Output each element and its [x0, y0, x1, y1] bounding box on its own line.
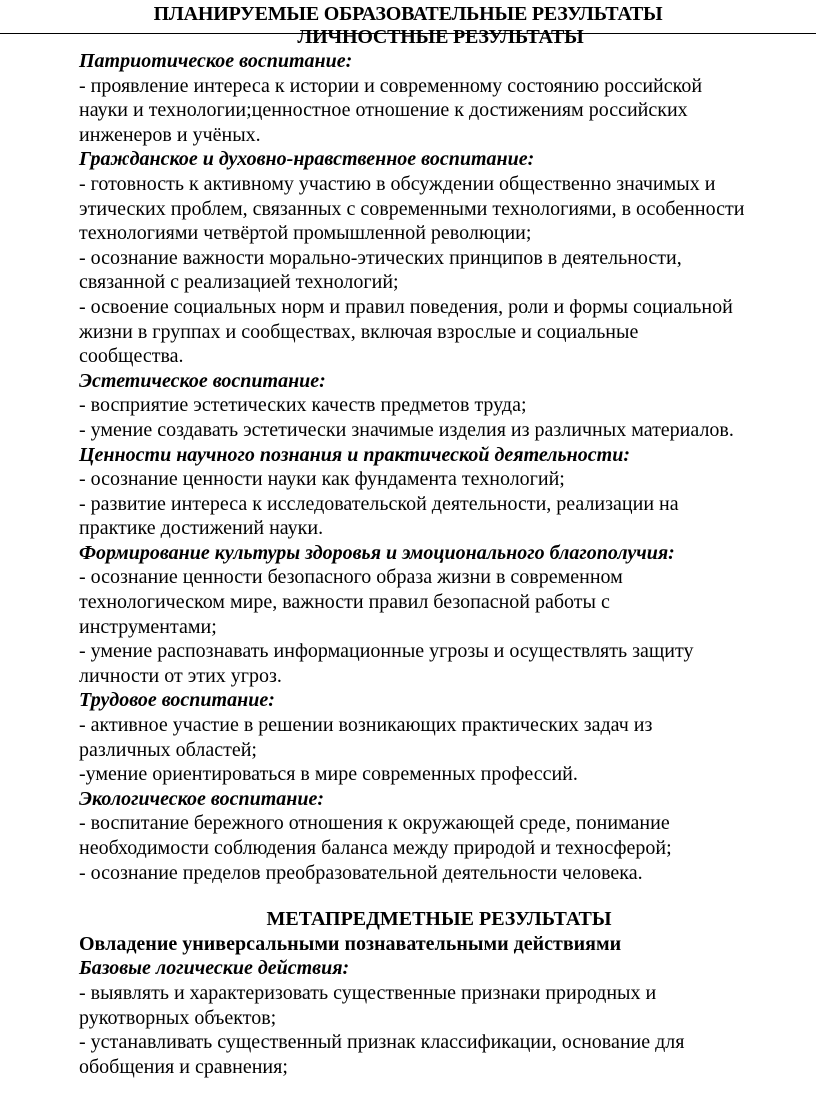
- section-title-personal: ЛИЧНОСТНЫЕ РЕЗУЛЬТАТЫ: [297, 26, 584, 48]
- heading-health: Формирование культуры здоровья и эмоционального благополучия:: [79, 541, 675, 564]
- text-line: - восприятие эстетических качеств предметов труда;: [79, 394, 527, 417]
- text-line: - умение распознавать информационные угрозы и осуществлять защиту: [79, 640, 694, 663]
- text-line: - осознание ценности науки как фундамента технологий;: [79, 468, 565, 491]
- text-line: связанной с реализацией технологий;: [79, 271, 399, 294]
- heading-logic: Базовые логические действия:: [79, 957, 350, 980]
- heading-civic: Гражданское и духовно-нравственное воспитание:: [79, 148, 535, 171]
- text-line: науки и технологии;ценностное отношение к достижениям российских: [79, 99, 688, 122]
- text-line: - осознание ценности безопасного образа жизни в современном: [79, 566, 623, 589]
- heading-science: Ценности научного познания и практической деятельности:: [79, 443, 630, 466]
- text-line: личности от этих угроз.: [79, 664, 282, 687]
- text-line: - осознание пределов преобразовательной деятельности человека.: [79, 861, 643, 884]
- text-line: этических проблем, связанных с современными технологиями, в особенности: [79, 197, 745, 220]
- document-title: ПЛАНИРУЕМЫЕ ОБРАЗОВАТЕЛЬНЫЕ РЕЗУЛЬТАТЫ: [153, 3, 663, 25]
- text-line: рукотворных объектов;: [79, 1006, 277, 1029]
- text-line: различных областей;: [79, 738, 257, 761]
- text-line: - освоение социальных норм и правил поведения, роли и формы социальной: [79, 295, 733, 318]
- text-line: инженеров и учёных.: [79, 123, 261, 146]
- text-line: -умение ориентироваться в мире современных профессий.: [79, 763, 578, 786]
- text-line: технологическом мире, важности правил безопасной работы с: [79, 591, 610, 614]
- text-line: - активное участие в решении возникающих практических задач из: [79, 714, 653, 737]
- text-line: инструментами;: [79, 615, 217, 638]
- text-line: - осознание важности морально-этических принципов в деятельности,: [79, 246, 682, 269]
- text-line: жизни в группах и сообществах, включая взрослые и социальные: [79, 320, 639, 343]
- text-line: практике достижений науки.: [79, 517, 324, 540]
- document-body: [79, 49, 799, 1079]
- heading-labor: Трудовое воспитание:: [79, 689, 275, 712]
- text-line: - готовность к активному участию в обсуждении общественно значимых и: [79, 172, 716, 195]
- text-line: - выявлять и характеризовать существенные признаки природных и: [79, 981, 657, 1004]
- heading-ecology: Экологическое воспитание:: [79, 787, 325, 810]
- section-title-meta: МЕТАПРЕДМЕТНЫЕ РЕЗУЛЬТАТЫ: [266, 908, 612, 931]
- section-gap: [79, 885, 799, 907]
- text-line: - умение создавать эстетически значимые изделия из различных материалов.: [79, 418, 734, 441]
- text-line: необходимости соблюдения баланса между природой и техносферой;: [79, 837, 672, 859]
- text-line: - развитие интереса к исследовательской деятельности, реализации на: [79, 492, 679, 515]
- text-line: - устанавливать существенный признак классификации, основание для: [79, 1031, 685, 1054]
- text-line: - проявление интереса к истории и современному состоянию российской: [79, 74, 703, 97]
- text-line: сообщества.: [79, 345, 184, 368]
- subsection-title-cognitive: Овладение универсальными познавательными действиями: [79, 932, 622, 955]
- text-line: - воспитание бережного отношения к окружающей среде, понимание: [79, 812, 670, 835]
- text-line: технологиями четвёртой промышленной революции;: [79, 222, 532, 245]
- text-line: обобщения и сравнения;: [79, 1055, 288, 1078]
- heading-patriotic: Патриотическое воспитание:: [79, 50, 353, 72]
- heading-aesthetic: Эстетическое воспитание:: [79, 369, 326, 392]
